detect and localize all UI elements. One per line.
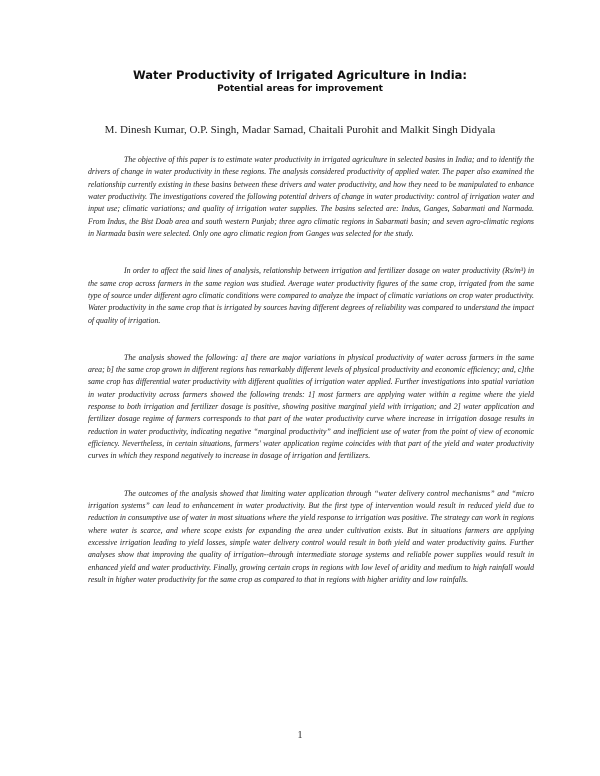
page-number: 1 <box>297 730 303 741</box>
paragraph-objective: The objective of this paper is to estimate water productivity in irrigated agriculture in selected basins in India; and to identify the drivers of change in water productivity in these regions. The analysis considered productivity of applied water. The paper also examined the relationship currently existing in these basins between these drivers and water productivity, and how they need to be manipulated to enhance water productivity. The investigations covered the following potential drivers of change in water productivity: control of irrigation water and input use; climatic variations; and quality of irrigation water supplies. The basins selected are: Indus, Ganges, Sabarmati and Narmada. From Indus, the Bist Doab area and south western Punjab; three agro climatic regions in Sabarmati basin; and seven agro-climatic regions in Narmada basin were selected. Only one agro climatic region from Ganges was selected for the study. <box>88 155 534 239</box>
paper-subtitle: Potential areas for improvement <box>217 84 383 94</box>
paragraph-methods: In order to affect the said lines of analysis, relationship between irrigation and fertilizer dosage on water productivity (Rs/m³) in the same crop across farmers in the same region was studied. Average water productivity figures of the same crop, irrigated from the same type of source under different agro climatic conditions were compared to analyze the impact of climatic variations on crop water productivity. Water productivity in the same crop that is irrigated by sources having different degrees of reliability was compared to understand the impact of quality of irrigation. <box>88 266 534 325</box>
paragraph-findings: The analysis showed the following: a] there are major variations in physical productivity of water across farmers in the same area; b] the same crop grown in different regions has remarkably different levels of physical productivity and economic efficiency; and, c]the same crop has differential water productivity with different qualities of irrigation water applied. Further investigations into spatial variation in water productivity across farmers showed the following trends: 1] most farmers are applying water within a regime where the yield response to both irrigation and fertilizer dosage is positive, showing positive marginal yield with irrigation; and 2] water application and fertilizer dosage regime of farmers corresponds to that part of the water productivity curve where increase in irrigation dosage results in reduction in water productivity, indicating negative “marginal productivity” and inefficient use of water from the point of view of economic efficiency. Nevertheless, in certain situations, farmers' water application regime coincides with that part of the yield and water productivity curves in which they respond negatively to increase in dosage of irrigation and fertilizers. <box>88 352 534 461</box>
author-list: M. Dinesh Kumar, O.P. Singh, Madar Samad, Chaitali Purohit and Malkit Singh Didyala <box>104 124 496 136</box>
paragraph-outcomes: The outcomes of the analysis showed that limiting water application through “water delivery control mechanisms” and “micro irrigation systems” can lead to enhancement in water productivity. But the first type of intervention would result in reduced yield due to reduction in consumptive use of water in most situations where the yield response to irrigation was positive. The strategy can work in regions where water is scarce, and where scope exists for expanding the area under cultivation exists. But in situations farmers are applying excessive irrigation leading to yield losses, simple water delivery control would result in both yield and water productivity gains. Further analyses show that improving the quality of irrigation--through intermediate storage systems and reliable power supplies would result in enhanced yield and water productivity. Finally, growing certain crops in regions with low level of aridity and medium to high rainfall would result in higher water productivity for the same crop as compared to that in regions with higher aridity and low rainfalls. <box>88 488 534 585</box>
paper-title: Water Productivity of Irrigated Agriculture in India: <box>132 68 468 82</box>
abstract-body <box>88 154 534 611</box>
